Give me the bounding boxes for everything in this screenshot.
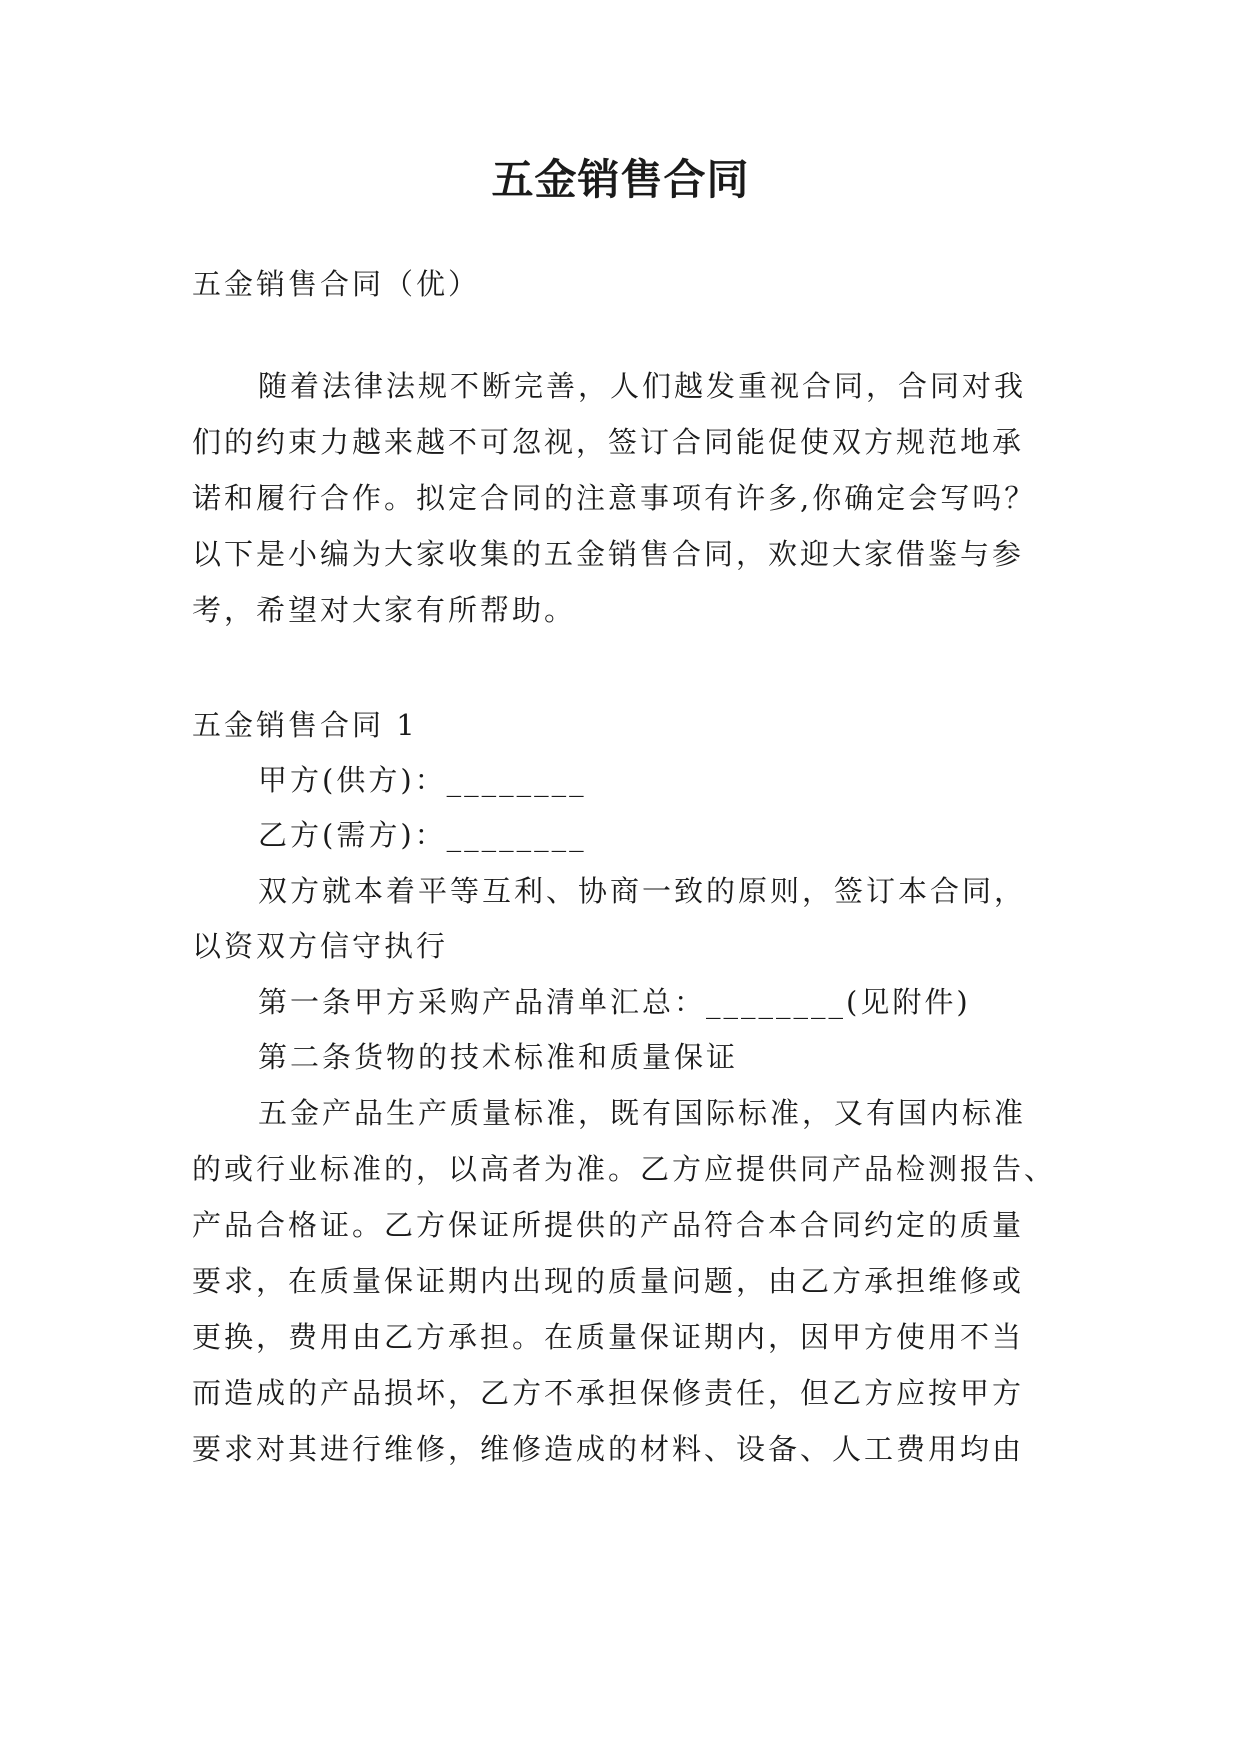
quality-line: 更换，费用由乙方承担。在质量保证期内，因甲方使用不当	[192, 1320, 1025, 1354]
section-heading: 五金销售合同 1	[192, 708, 418, 742]
party-a-line: 甲方(供方)：________	[258, 763, 587, 797]
article-two: 第二条货物的技术标准和质量保证	[258, 1040, 739, 1074]
document-title: 五金销售合同	[491, 155, 750, 204]
intro-line: 随着法律法规不断完善，人们越发重视合同，合同对我	[258, 369, 1027, 403]
quality-line: 要求，在质量保证期内出现的质量问题，由乙方承担维修或	[192, 1264, 1025, 1298]
document-subtitle: 五金销售合同（优）	[192, 267, 481, 301]
quality-line: 的或行业标准的，以高者为准。乙方应提供同产品检测报告、	[192, 1152, 1057, 1186]
quality-line: 产品合格证。乙方保证所提供的产品符合本合同约定的质量	[192, 1208, 1025, 1242]
intro-line: 诺和履行合作。拟定合同的注意事项有许多,你确定会写吗？	[192, 481, 1037, 515]
intro-line: 们的约束力越来越不可忽视，签订合同能促使双方规范地承	[192, 425, 1025, 459]
intro-line: 以下是小编为大家收集的五金销售合同，欢迎大家借鉴与参	[192, 537, 1025, 571]
intro-line: 考，希望对大家有所帮助。	[192, 593, 577, 627]
article-one: 第一条甲方采购产品清单汇总：________(见附件)	[258, 985, 971, 1019]
quality-line: 要求对其进行维修，维修造成的材料、设备、人工费用均由	[192, 1432, 1025, 1466]
quality-line: 五金产品生产质量标准，既有国际标准，又有国内标准	[258, 1096, 1027, 1130]
party-b-line: 乙方(需方)：________	[258, 818, 587, 852]
principle-line: 双方就本着平等互利、协商一致的原则，签订本合同，	[258, 874, 1027, 908]
quality-line: 而造成的产品损坏，乙方不承担保修责任，但乙方应按甲方	[192, 1376, 1025, 1410]
principle-line: 以资双方信守执行	[192, 929, 449, 963]
